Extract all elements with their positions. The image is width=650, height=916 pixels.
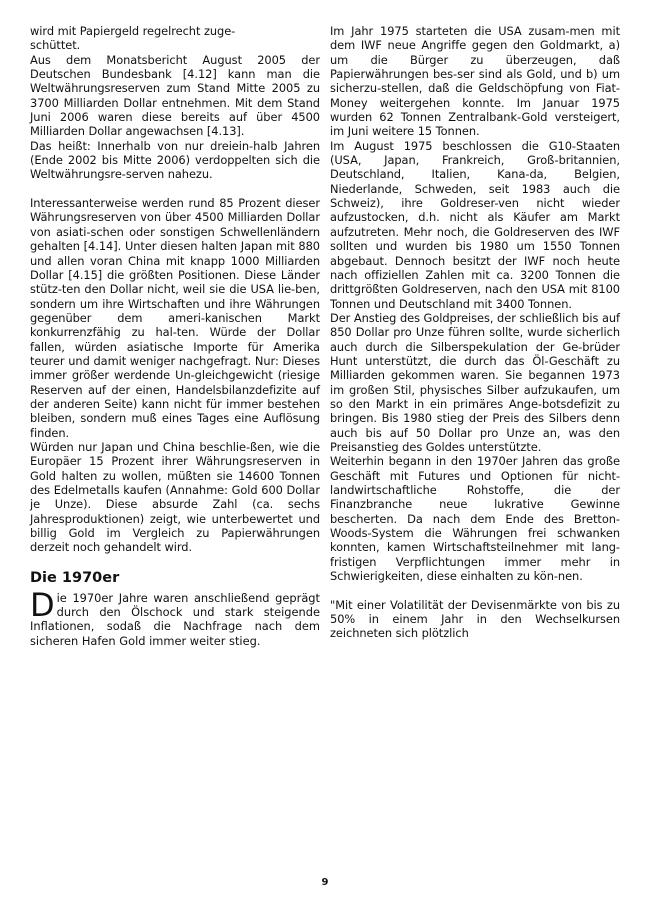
paragraph: Das heißt: Innerhalb von nur dreiein-halb Jahren (Ende 2002 bis Mitte 2006) verdoppelten sich die Weltwährungsre-serven nahezu. — [30, 138, 320, 182]
paragraph-spacer — [30, 182, 320, 196]
dropcap-letter: D — [30, 585, 55, 624]
paragraph: "Mit einer Volatilität der Devisenmärkte von bis zu 50% in einem Jahr in den Wechselkursen zeichneten sich plötzlich — [330, 597, 620, 641]
right-column — [330, 24, 620, 641]
paragraph: Im August 1975 beschlossen die G10-Staaten (USA, Japan, Frankreich, Groß-britannien, Deutschland, Italien, Kana-da, Belgien, Niederlande, Schweden, seit 1983 auch die Schweiz), ihre Goldreser-ven nicht wieder aufzustocken, d.h. nicht als Käufer am Markt aufzutreten. Mehr noch, die Goldreserven des IWF sollten und wurden bis 1980 um 1550 Tonnen abgebaut. Dennoch besitzt der IWF noch heute nach offiziellen Zahlen mit ca. 3200 Tonnen die drittgrößten Goldreserven, nach den USA mit 8100 Tonnen und Deutschland mit 3400 Tonnen. — [330, 138, 620, 311]
paragraph: Würden nur Japan und China beschlie-ßen, wie die Europäer 15 Prozent ihrer Währungsreserven in Gold halten zu wollen, müßten sie 14600 Tonnen des Edelmetalls kaufen (Annahme: Gold 600 Dollar je Unze). Diese absurde Zahl (ca. sechs Jahresproduktionen) zeigt, wie unterbewertet und billig Gold im Vergleich zu Papierwährungen derzeit noch gehandelt wird. — [30, 439, 320, 555]
paragraph: Im Jahr 1975 starteten die USA zusam-men mit dem IWF neue Angriffe gegen den Goldmarkt, a) um die Bürger zu überzeugen, daß Papierwährungen bes-ser sind als Gold, und b) um sicherzu-stellen, daß die Geldschöpfung von Fiat-Money weitergehen konnte. Im Januar 1975 wurden 62 Tonnen Zentralbank-Gold versteigert, im Juni weitere 15 Tonnen. — [330, 24, 620, 139]
section-heading: Die 1970er — [30, 569, 120, 586]
left-column — [30, 24, 320, 648]
paragraph: Weiterhin begann in den 1970er Jahren das große Geschäft mit Futures und Optionen für nicht-landwirtschaftliche Rohstoffe, die der Finanzbranche neue lukrative Gewinne bescherten. Da nach dem Ende des Bretton-Woods-System die Währungen frei schwanken konnten, kamen Wirtschaftsteilnehmer mit lang-fristigen Verpflichtungen immer mehr in Schwierigkeiten, diese einhalten zu kön-nen. — [330, 454, 620, 584]
section-spacer — [30, 555, 320, 569]
paragraph-text: ie 1970er Jahre waren anschließend geprägt durch den Ölschock und stark steigende Inflationen, sodaß die Nachfrage nach dem sicheren Hafen Gold immer weiter stieg. — [30, 590, 320, 648]
paragraph: Interessanterweise werden rund 85 Prozent dieser Währungsreserven von über 4500 Milliarden Dollar von asiati-schen oder sonstigen Schwellenländern gehalten [4.14]. Unter diesen halten Japan mit 880 und allen voran China mit knapp 1000 Milliarden Dollar [4.15] die größten Positionen. Diese Länder stütz-ten den Dollar nicht, weil sie die USA lie-ben, sondern um ihre Wirtschaften und ihre Währungen gegenüber dem ameri-kanischen Markt konkurrenzfähig zu hal-ten. Würde der Dollar fallen, würden asiatische Importe für Amerika teurer und damit weniger nachgefragt. Nur: Dieses immer größer werdende Un-gleichgewicht (riesige Reserven auf der einen, Handelsbilanzdefizite auf der anderen Seite) kann nicht für immer bestehen bleiben, sondern muß eines Tages eine Auflösung finden. — [30, 196, 320, 440]
paragraph-with-dropcap — [30, 585, 320, 648]
paragraph: Aus dem Monatsbericht August 2005 der Deutschen Bundesbank [4.12] kann man die Weltwährungsreserven zum Stand Mitte 2005 zu 3700 Milliarden Dollar entnehmen. Mit dem Stand Juni 2006 waren diese bereits auf über 4500 Milliarden Dollar angewachsen [4.13]. — [30, 52, 320, 139]
paragraph: wird mit Papiergeld regelrecht zuge- schüttet. — [30, 24, 236, 53]
paragraph: Der Anstieg des Goldpreises, der schließlich bis auf 850 Dollar pro Unze führen sollte, wurde sicherlich auch durch die Silberspekulation der Ge-brüder Hunt unterstützt, die durch das Öl-Geschäft zu Milliarden gekommen waren. Sie begannen 1973 im großen Stil, physisches Silber aufzukaufen, um so den Markt in ein primäres Ange-botsdefizit zu bringen. Bis 1980 stieg der Preis des Silbers denn auch bis auf 50 Dollar pro Unze an, was den Preisanstieg des Goldes unterstützte. — [330, 310, 620, 454]
page-number: 9 — [321, 877, 329, 888]
paragraph-spacer — [330, 583, 620, 597]
